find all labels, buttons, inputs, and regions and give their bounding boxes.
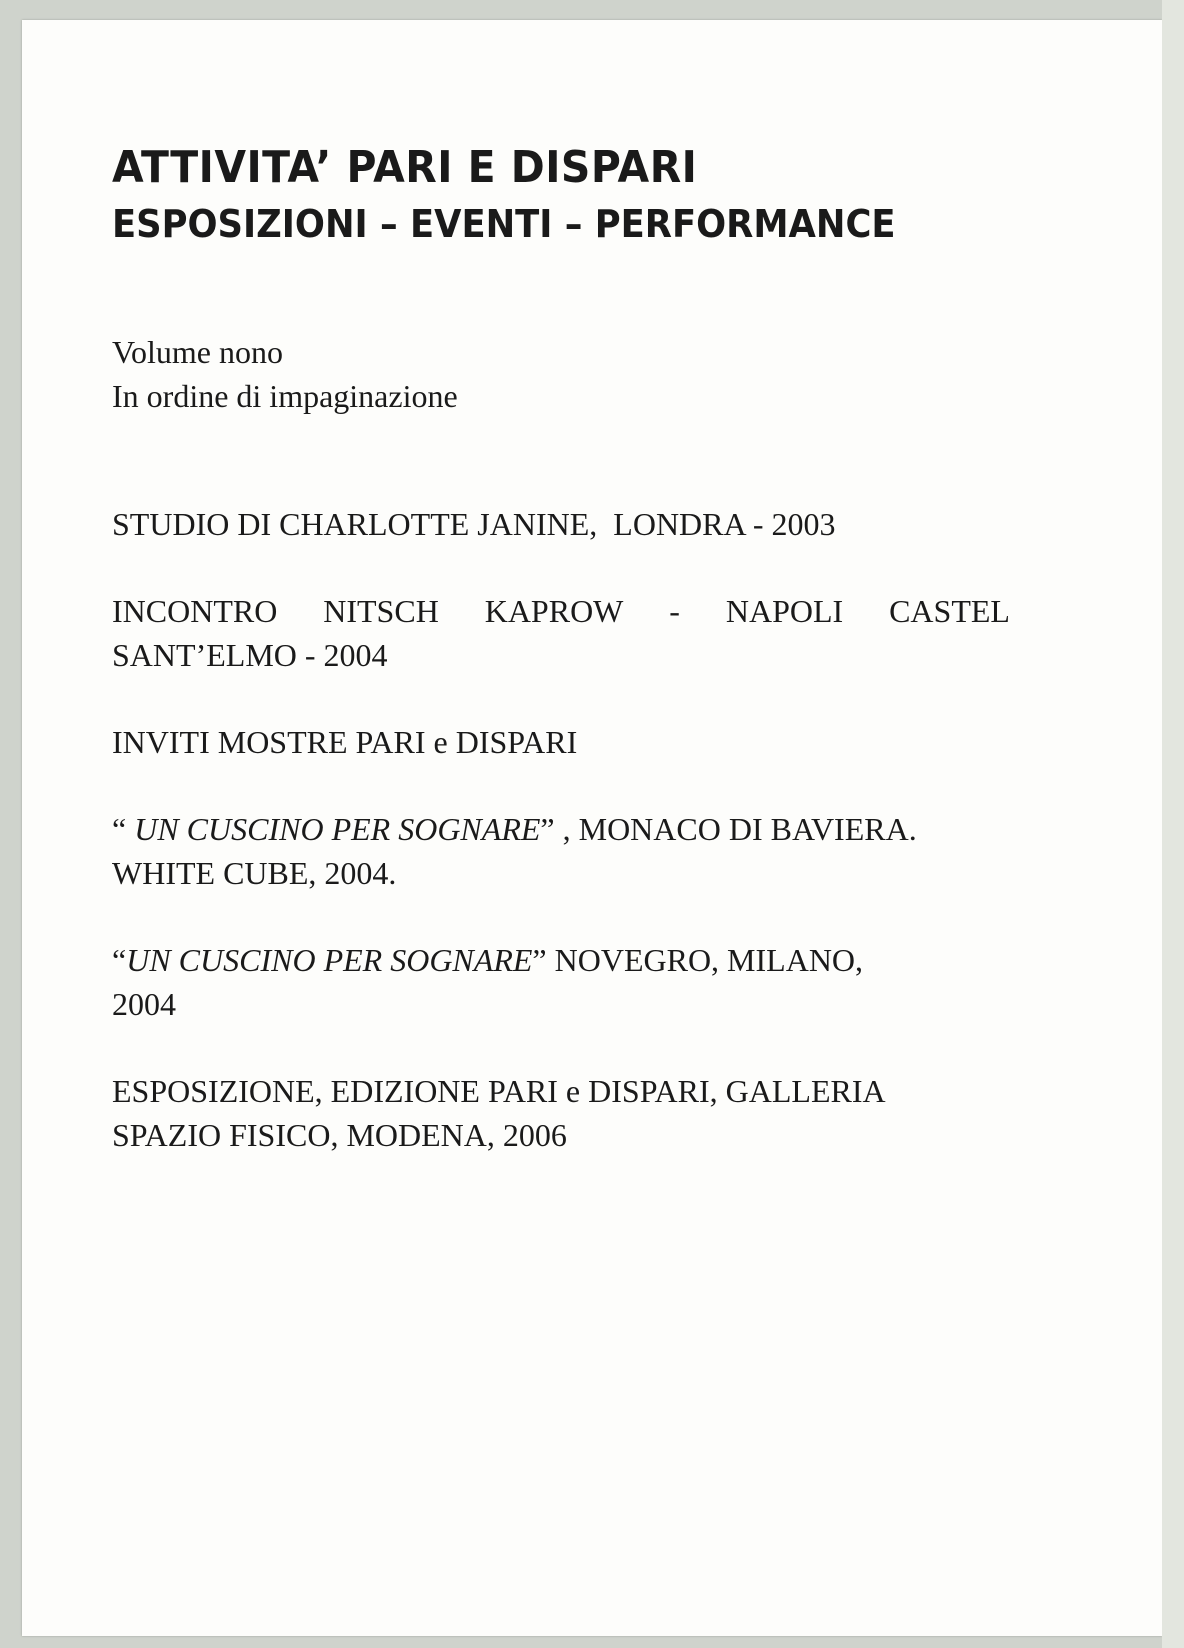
entry-line-2: SANT’ELMO - 2004 <box>112 637 388 673</box>
entry-word: NITSCH <box>323 593 439 629</box>
entry-text: STUDIO DI CHARLOTTE JANINE, LONDRA - 2003 <box>112 506 836 542</box>
entry-word: KAPROW <box>484 593 624 629</box>
entry-rest: ” , MONACO DI BAVIERA. <box>540 811 917 847</box>
entry-rest: ” NOVEGRO, MILANO, <box>532 942 864 978</box>
list-item-cuscino-monaco <box>112 807 1012 895</box>
activities-list <box>112 502 1012 1157</box>
list-item-studio-charlotte-janine <box>112 502 1012 546</box>
volume-number: Volume nono <box>112 334 283 370</box>
entry-line-1 <box>112 938 1012 982</box>
entry-word: NAPOLI <box>725 593 844 629</box>
entry-text: INVITI MOSTRE PARI e DISPARI <box>112 724 578 760</box>
entry-word: CASTEL <box>889 593 1010 629</box>
entry-word: - <box>669 593 680 629</box>
entry-line-2: SPAZIO FISICO, MODENA, 2006 <box>112 1117 567 1153</box>
entry-line-1: ESPOSIZIONE, EDIZIONE PARI e DISPARI, GALLERIA <box>112 1073 886 1109</box>
list-item-cuscino-novegro <box>112 938 1012 1026</box>
event-title-italic: UN CUSCINO PER SOGNARE <box>134 811 541 847</box>
document-title: ATTIVITA’ PARI E DISPARI <box>112 142 698 193</box>
document-content <box>112 140 1012 1200</box>
volume-order-note: In ordine di impaginazione <box>112 378 458 414</box>
entry-line-1 <box>112 807 1012 851</box>
document-subtitle: ESPOSIZIONI – EVENTI – PERFORMANCE <box>112 202 896 246</box>
entry-line-1 <box>112 589 1010 633</box>
page-edge <box>1162 0 1184 1648</box>
list-item-incontro-nitsch-kaprow <box>112 589 1012 677</box>
open-quote: “ <box>112 811 135 847</box>
list-item-esposizione-modena <box>112 1069 1012 1157</box>
entry-word: INCONTRO <box>112 593 278 629</box>
entry-line-2: WHITE CUBE, 2004. <box>112 855 397 891</box>
volume-info <box>112 330 1012 418</box>
entry-line-2: 2004 <box>112 986 176 1022</box>
list-item-inviti-mostre <box>112 720 1012 764</box>
open-quote: “ <box>112 942 127 978</box>
event-title-italic: UN CUSCINO PER SOGNARE <box>126 942 533 978</box>
